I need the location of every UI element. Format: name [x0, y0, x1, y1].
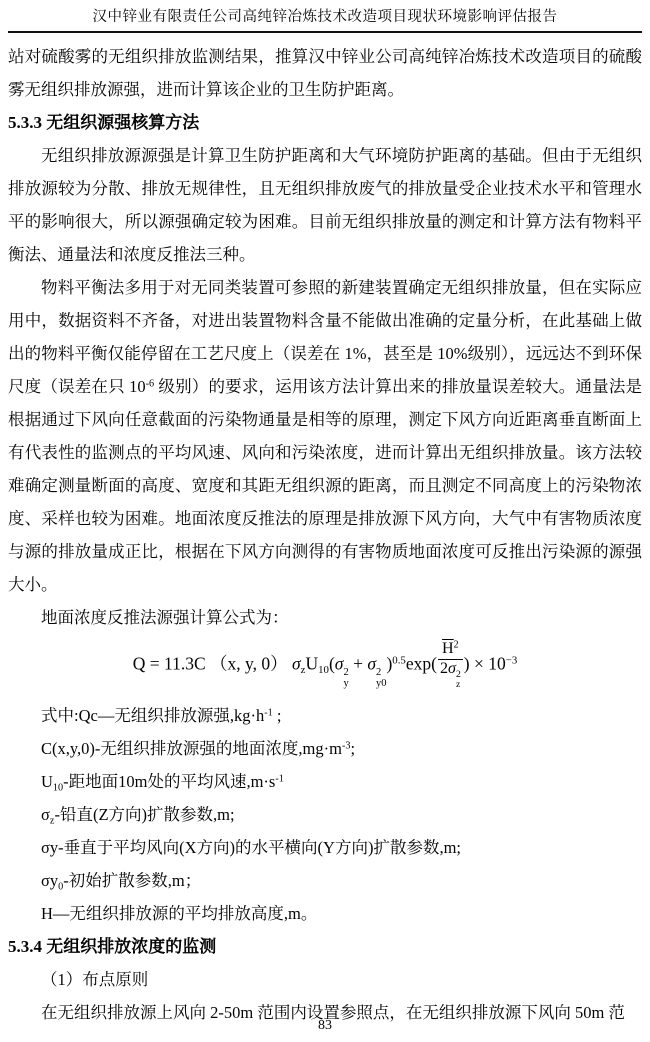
text-segment: −3 [505, 654, 518, 667]
definition-line [8, 864, 642, 897]
text-segment: 2 [453, 639, 459, 651]
paragraph [8, 963, 642, 996]
section-heading [8, 930, 642, 963]
text-segment: z [49, 815, 55, 827]
text-segment: 物料平衡法多用于对无同类装置可参照的新建装置确定无组织排放量，但在实际应用中，数据资料不齐备，对进出装置物料含量不能做出准确的定量分析，在此基础上做出的物料平衡仅能停留在工艺尺度上（误差在 1%，甚至是 10%级别），远远达不到环保尺度（误差在只 10 [8, 278, 642, 396]
definition-line [8, 765, 642, 798]
text-segment: -6 [145, 378, 155, 390]
text-segment: z [300, 664, 306, 677]
text-segment: Q = 11.3C （x, y, 0） [132, 653, 293, 674]
text-segment: σ [292, 653, 301, 674]
text-segment: 0 [58, 881, 64, 893]
fraction-numerator [438, 640, 463, 660]
formula-fraction [438, 640, 463, 691]
document-body [8, 33, 642, 1029]
definition-line [8, 732, 642, 765]
text-segment: ; [350, 738, 356, 758]
text-segment: 在无组织排放源上风向 2-50m 范围内设置参照点，在无组织排放源下风向 50m 范 [41, 1002, 625, 1022]
text-segment: 2 [439, 659, 448, 677]
text-segment: -3 [341, 739, 351, 751]
text-segment: 5.3.4 无组织排放浓度的监测 [8, 936, 217, 956]
text-segment: 5.3.3 无组织源强核算方法 [8, 113, 200, 132]
text-segment: C(x,y,0)-无组织排放源强的地面浓度,mg·m [41, 738, 342, 758]
text-segment: 站对硫酸雾的无组织排放监测结果，推算汉中锌业公司高纯锌冶炼技术改造项目的硫酸雾无组织排放源强，进而计算该企业的卫生防护距离。 [8, 47, 642, 99]
paragraph [8, 271, 642, 601]
text-segment: 10 [52, 782, 64, 794]
text-segment: -铅直(Z方向)扩散参数,m; [54, 804, 235, 824]
definition-line [8, 897, 642, 930]
text-segment: ( [328, 653, 335, 674]
text-segment: σ [448, 659, 456, 677]
definition-line [8, 699, 642, 732]
text-segment: U [41, 771, 53, 791]
text-segment: -初始扩散参数,m； [63, 870, 202, 890]
formula [8, 640, 642, 691]
text-segment: σy-垂直于平均风向(X方向)的水平横向(Y方向)扩散参数,m; [41, 837, 461, 857]
text-segment: ) [386, 653, 393, 674]
text-segment: σ [41, 804, 50, 824]
definition-line [8, 831, 642, 864]
text-segment: 地面浓度反推法源强计算公式为： [41, 608, 289, 627]
stacked-subsup: 2 y [343, 666, 349, 689]
page-header-title: 汉中锌业有限责任公司高纯锌冶炼技术改造项目现状环境影响评估报告 [8, 0, 642, 33]
paragraph [8, 601, 642, 634]
text-segment: -距地面10m处的平均风速,m·s [63, 771, 276, 791]
paragraph [8, 40, 642, 106]
stacked-subsup: 2 y0 [375, 666, 387, 689]
section-heading [8, 106, 642, 139]
text-segment: 级别）的要求，运用该方法计算出来的排放量误差较大。通量法是根据通过下风向任意截面的污染物通量是相等的原理，测定下风方向近距离垂直断面上有代表性的监测点的平均风速、风向和污染浓度，进而计算出无组织排放量。该方法较难确定测量断面的高度、宽度和其距无组织源的距离，而且测定不同高度上的污染物浓度、采样也较为困难。地面浓度反推法的原理是排放源下风方向，大气中有害物质浓度与源的排放量成正比，根据在下风方向测得的有害物质地面浓度可反推出污染源的源强大小。 [8, 377, 643, 594]
text-segment: ) × 10 [463, 653, 506, 674]
definition-line [8, 798, 642, 831]
text-segment: -1 [264, 706, 273, 718]
page-number: 83 [318, 1018, 332, 1033]
text-segment: σ [334, 653, 344, 674]
text-segment: $\overline{H}$ [442, 640, 454, 657]
text-segment: 式中:Qc—无组织排放源强,kg·h [41, 705, 265, 725]
text-segment: σ [367, 653, 376, 674]
text-segment: ; [272, 705, 282, 725]
text-segment: （1）布点原则 [41, 969, 149, 989]
fraction-denominator [438, 660, 463, 691]
paragraph [8, 139, 642, 271]
text-segment: H—无组织排放源的平均排放高度,m。 [41, 903, 318, 923]
text-segment: U [305, 653, 319, 674]
text-segment: σy [41, 870, 59, 890]
text-segment: 无组织排放源源强是计算卫生防护距离和大气环境防护距离的基础。但由于无组织排放源较为分散、排放无规律性，且无组织排放废气的排放量受企业技术水平和管理水平的影响很大，所以源强确定较为困难。目前无组织排放量的测定和计算方法有物料平衡法、通量法和浓度反推法三种。 [8, 146, 642, 264]
text-segment: + [348, 653, 368, 674]
stacked-subsup: 2 z [455, 669, 461, 691]
text-segment: exp( [405, 653, 437, 674]
text-segment: 0.5 [392, 654, 406, 667]
text-segment: -1 [275, 772, 284, 784]
text-segment: 10 [318, 664, 329, 677]
